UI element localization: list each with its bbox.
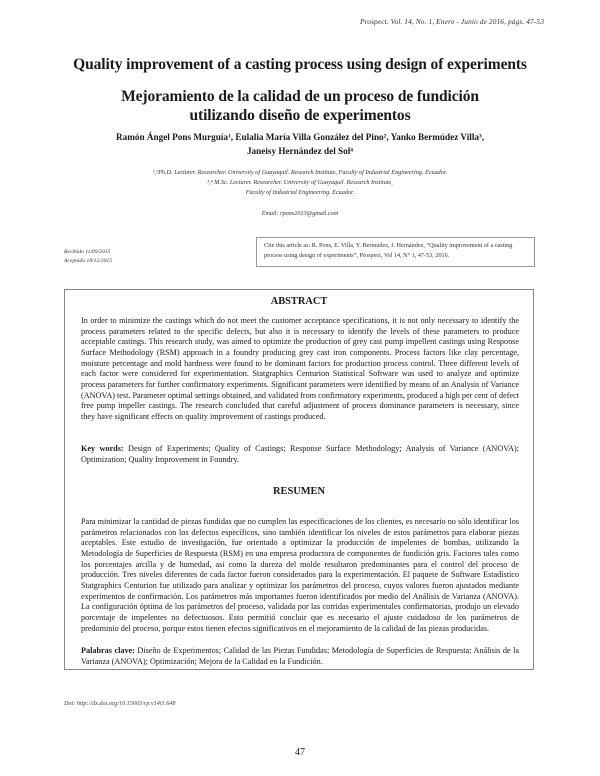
received-date: Recibido 11/09/2015 [64,249,111,255]
accepted-date: Aceptado 18/12/2015 [64,258,113,264]
author-line-1: Ramón Ángel Pons Murguía¹, Eulalia María Villa González del Pino², Yanko Bermúdez Villa³, [115,132,485,142]
resumen-keywords-list: Diseño de Experimentos; Calidad de las Piezas Fundidas; Metodología de Superficies de Respuesta; Análisis de la Varianza (ANOVA); Optimización; Mejora de la Calidad en la Fundición. [81,646,519,666]
resumen-keywords-label: Palabras clave: [81,646,135,655]
citation-box: Cite this article as: R. Pons, E. Villa, Y. Bermúdez, J. Hernández, “Quality improvement of a casting process using design of experiments”, Prospect, Vol 14, N° 1, 47-53, 2016. [256,237,535,267]
abstract-heading: ABSTRACT [270,296,328,307]
author-line-2: Janeisy Hernández del Sol⁴ [246,146,354,156]
affiliation-line-2: ³,⁴ M.Sc. Lecturer. Researcher. University of Guayaquil. Research Institute, [207,179,393,186]
abstract-keywords-list: Design of Experiments; Quality of Castings; Response Surface Methodology; Analysis of Variance (ANOVA); Optimization; Quality Improvement in Foundry. [81,444,520,464]
affiliation-line-1: ¹,²Ph.D. Lecturer. Researcher. University of Guayaquil. Research Institute, Faculty of Industrial Engineering. Ecuador. [152,169,448,176]
title-spanish: Mejoramiento de la calidad de un proceso de fundición utilizando diseño de experimentos [121,88,479,124]
abstract-keywords [81,444,519,465]
author-list [70,130,530,158]
affiliations [100,168,500,198]
doi-link[interactable]: Doi: http://dx.doi.org/10.15665/rp.v14i1.648 [64,700,176,707]
author-email: Email: rpons2013@gmail.com [261,210,339,217]
resumen-keywords [81,646,519,667]
affiliation-line-3: Faculty of Industrial Engineering. Ecuador. [245,189,355,196]
abstract-keywords-label: Key words: [81,444,124,453]
abstract-text: In order to minimize the castings which do not meet the customer acceptance specifications, it is not only necessary to identify the process parameters related to the specific defects, but also it is necessary to identify the levels of these parameters to produce acceptable castings. This research study, was aimed to optimize the production of grey cast pump impellent castings using Response Surface Methodology (RSM) approach in a foundry producing grey cast iron components. Process factors like clay percentage, moisture percentage and mold hardness were found to be dominant factors for production process control. Three different levels of each factor were considered for experimentation. Statgraphics Centurion Statistical Software was used to analyze and optimize process parameters for further confirmatory experiments. Significant parameters were identified by means of an Analysis of Variance (ANOVA) test. Parameter optimal settings obtained, and validated from confirmatory experiments, produced a high per cent of defect free pump impeller castings. The research concluded that careful adjustment of process dominance parameters is necessary, since they have significant effects on quality improvement of castings produced. [81,316,519,421]
resumen-heading: RESUMEN [273,486,325,497]
title-english: Quality improvement of a casting process using design of experiments [73,56,527,73]
page-number: 47 [295,747,305,758]
resumen-text: Para minimizar la cantidad de piezas fundidas que no cumplen las especificaciones de los clientes, es necesario no sólo identificar los parámetros relacionados con los defectos específicos, sino también identificar los niveles de estos parámetros para elaborar piezas aceptables. Este estudio de investigación, fue orientado a optimizar la producción de impelentes de bombas, utilizando la Metodología de Superficies de Respuesta (RSM) en una empresa productora de componentes de fundición gris. Factores tales como los porcentajes arcilla y de humedad, así como la dureza del molde resultaron predominantes para el control del proceso de producción. Tres niveles diferentes de cada factor fueron considerados para la experimentación. El paquete de Software Estadístico Statgraphics Centurion fue utilizado para analizar y optimizar los parámetros del proceso, cuyos valores fueron ajustados mediante experimentos de confirmación. Los parámetros más importantes fueron identificados por medio del Análisis de Varianza (ANOVA). La configuración óptima de los parámetros del proceso, validada por las corridas experimentales confirmatorias, produjo un elevado porcentaje de impelentes no defectuosos. Esto permitió concluir que es necesario el ajuste cuidadoso de los parámetros de predominio del proceso, porque estos tienen efectos significativos en el mejoramiento de la calidad de las piezas producidas. [81,517,519,633]
submission-dates [64,248,112,266]
abstract-box [64,289,534,670]
journal-header: Prospect. Vol. 14, No. 1, Enero - Junio de 2016, págs. 47-53 [359,17,544,26]
